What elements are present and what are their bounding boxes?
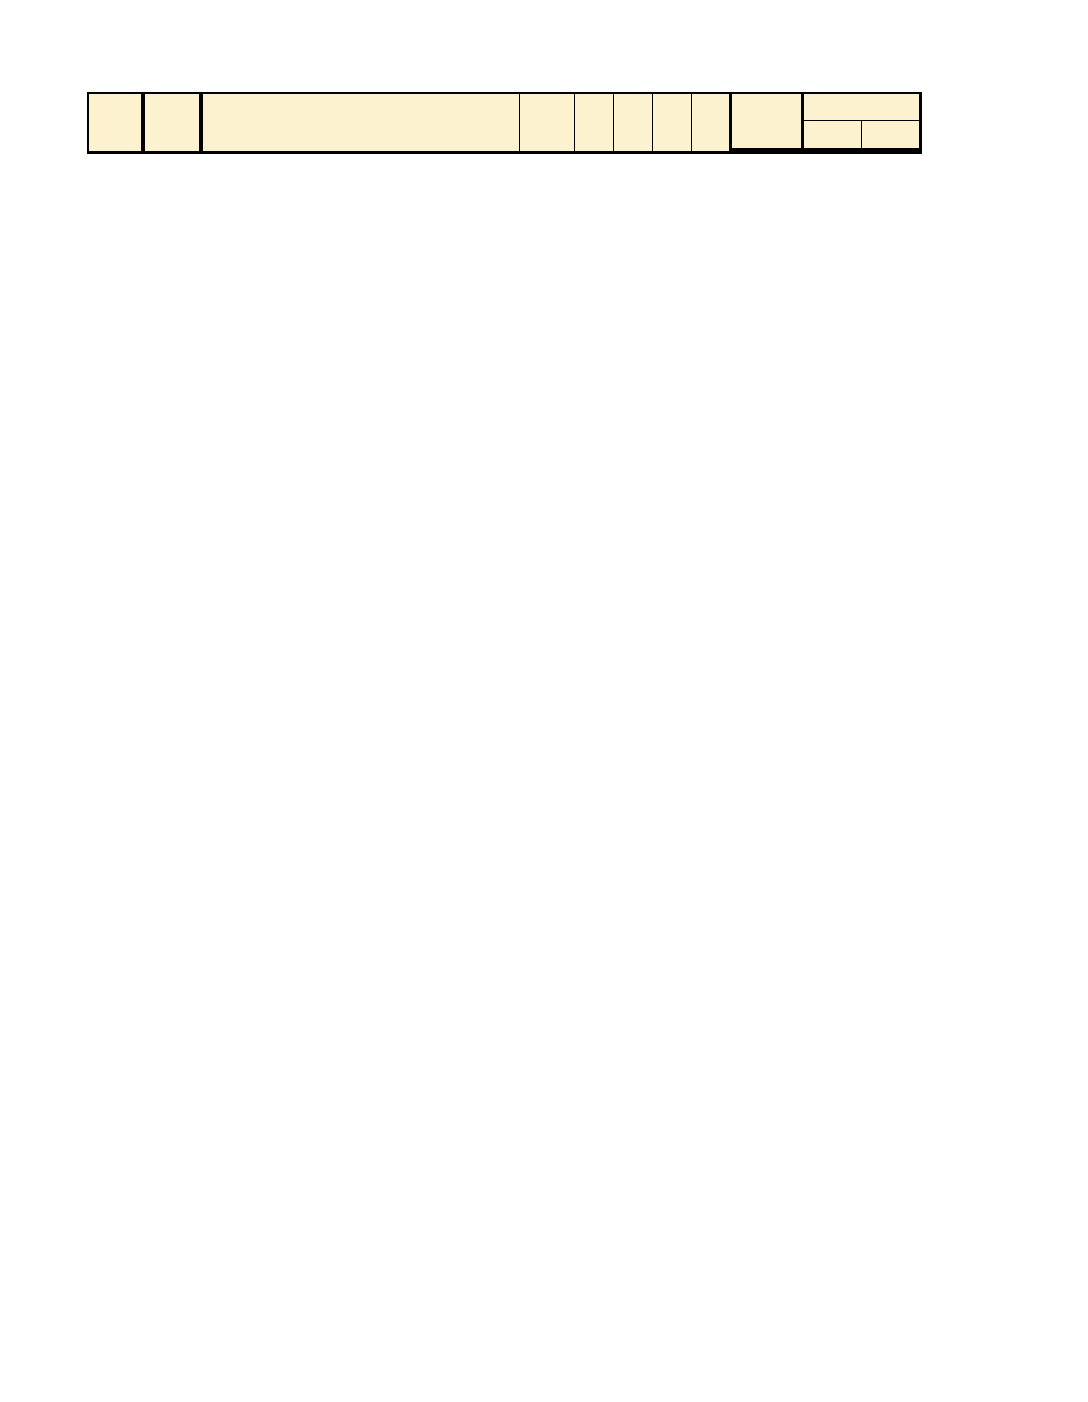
score-table bbox=[87, 92, 922, 154]
table-header bbox=[89, 94, 920, 152]
col-header-score bbox=[732, 94, 804, 121]
col-header-long-run bbox=[804, 94, 920, 121]
col-header-s1 bbox=[575, 94, 614, 152]
col-header-post bbox=[145, 94, 203, 152]
col-header-back bbox=[862, 121, 920, 152]
col-header-s4 bbox=[692, 94, 732, 152]
header-row bbox=[89, 94, 920, 121]
col-header-s2 bbox=[614, 94, 653, 152]
col-header-cat bbox=[520, 94, 575, 152]
col-header-s3 bbox=[653, 94, 692, 152]
col-header-name bbox=[203, 94, 520, 152]
col-header-front bbox=[804, 121, 862, 152]
col-header-total bbox=[732, 121, 804, 152]
col-header-sqd bbox=[89, 94, 145, 152]
